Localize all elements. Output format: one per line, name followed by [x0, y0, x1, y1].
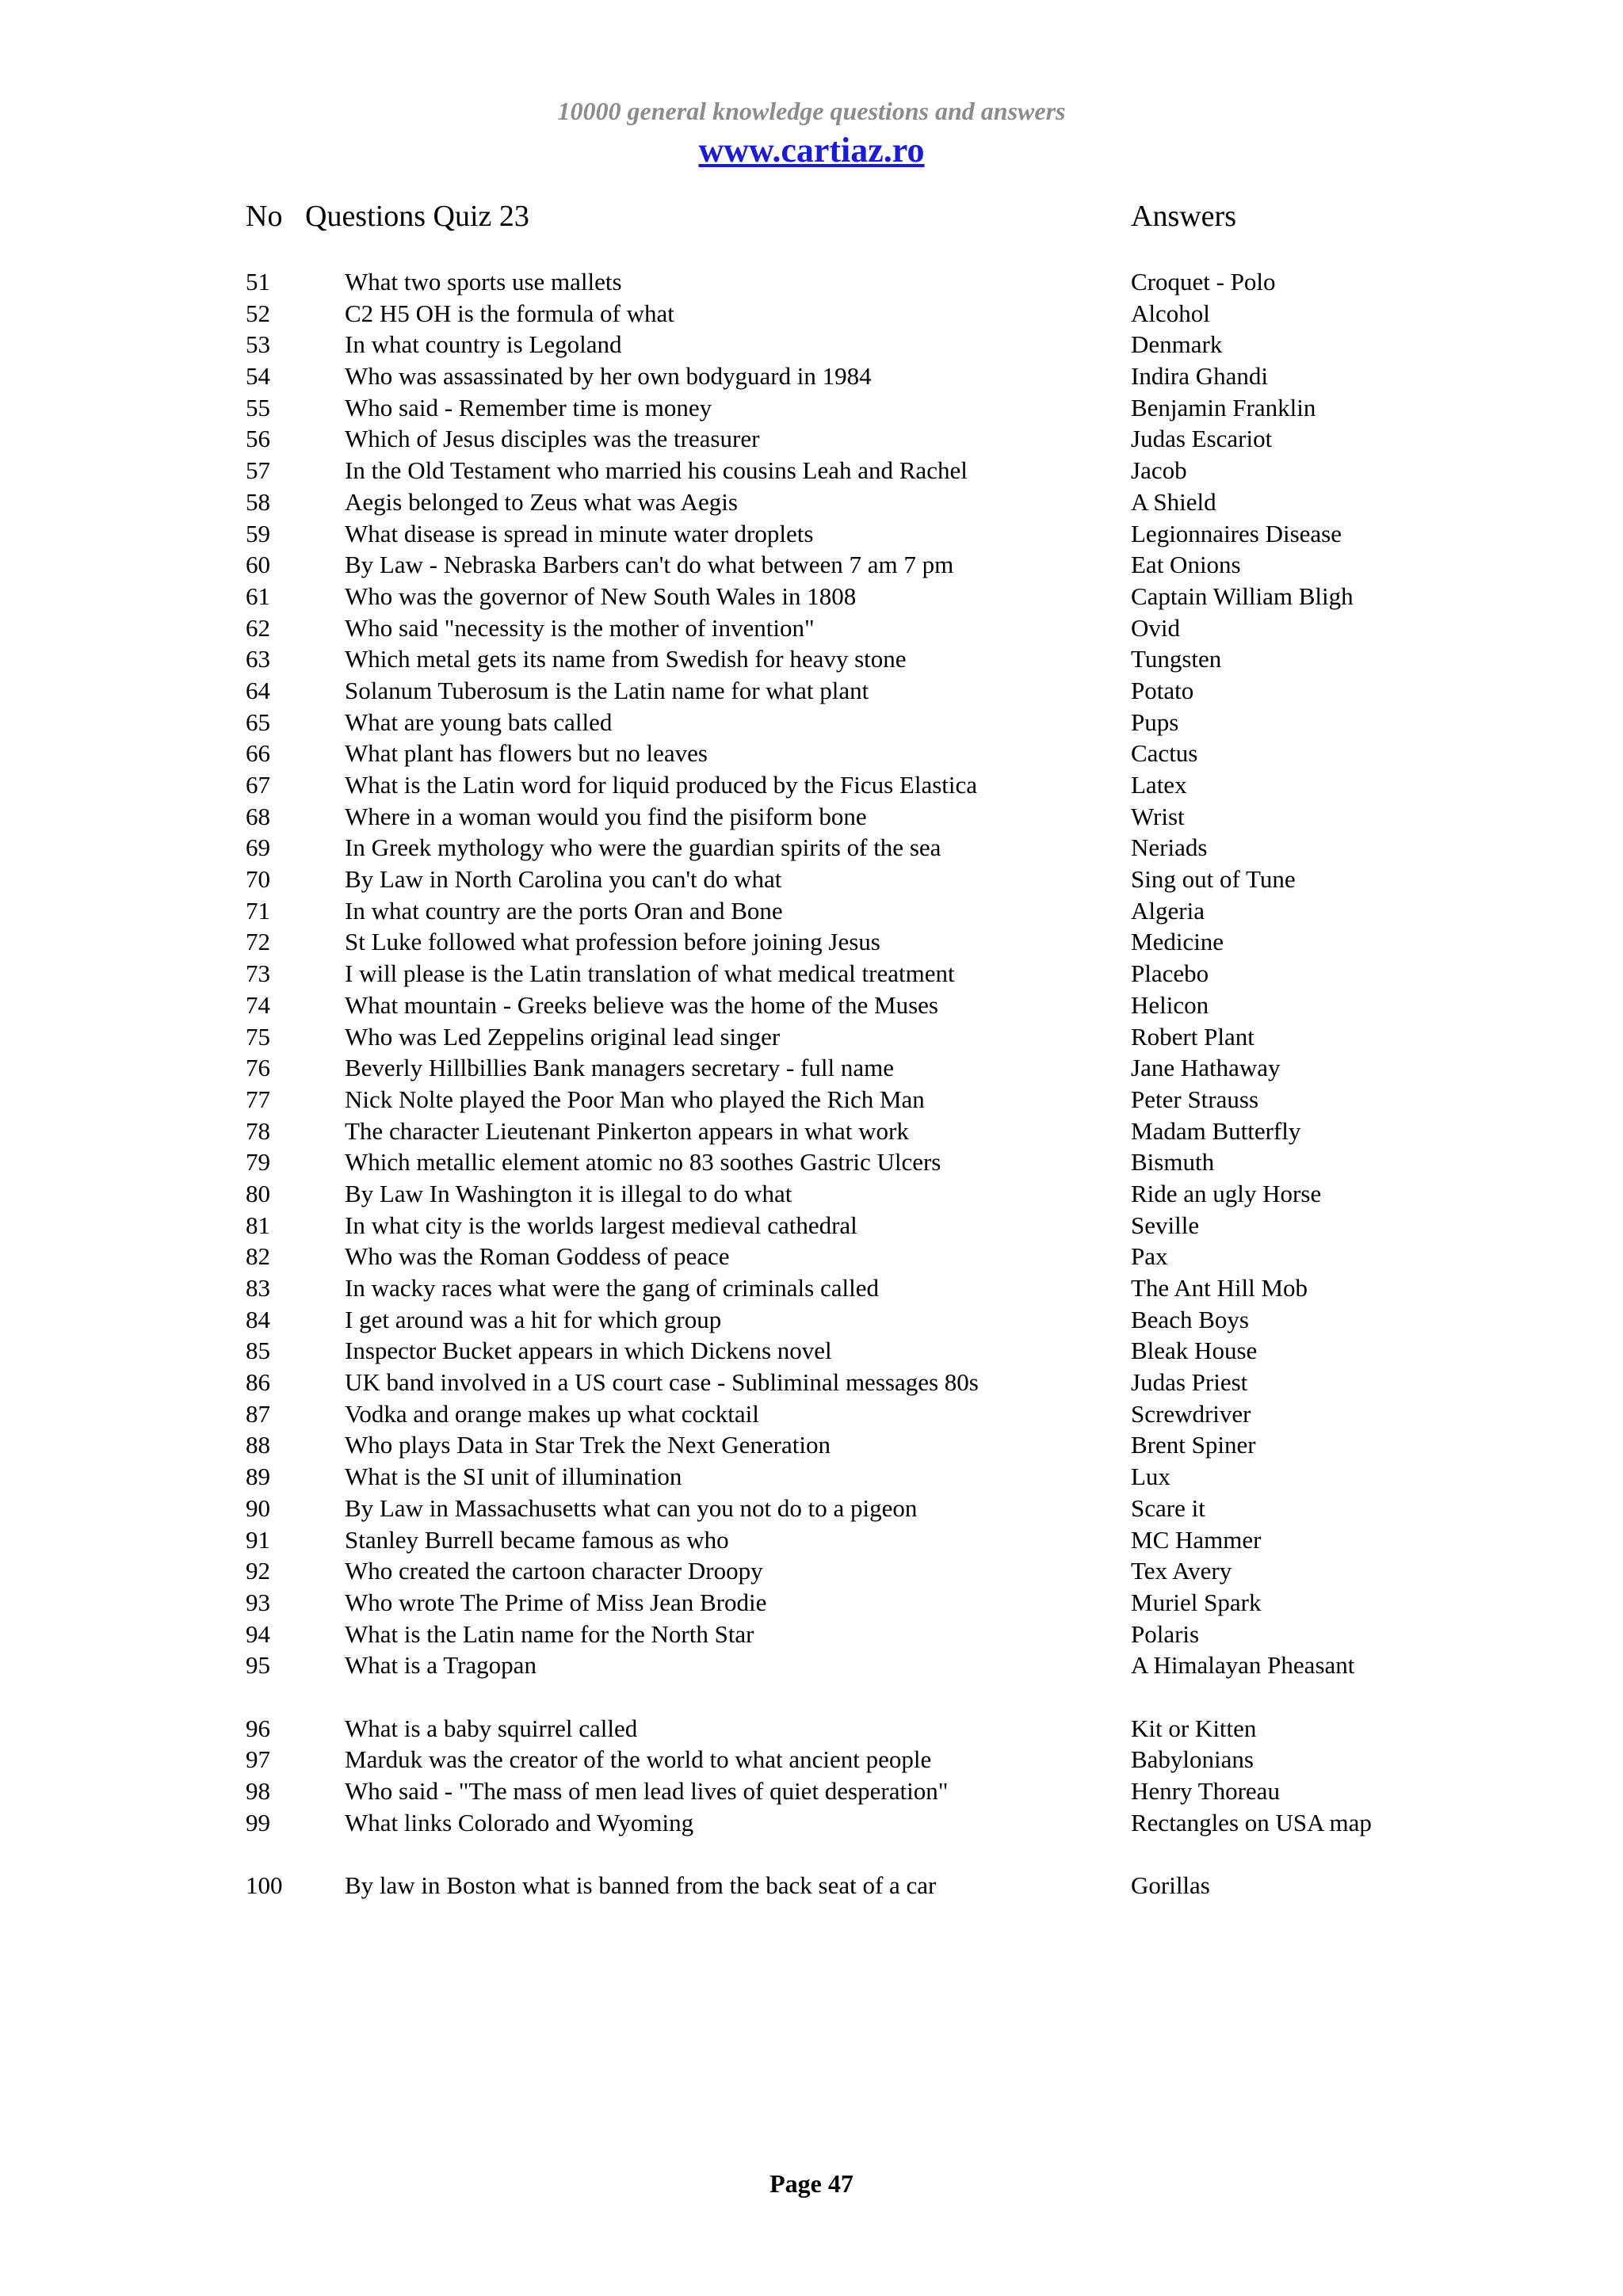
answer-text: Judas Escariot	[1131, 425, 1273, 453]
question-text: Who said "necessity is the mother of invention"	[345, 613, 815, 642]
table-row	[0, 738, 1623, 769]
table-row	[0, 1650, 1623, 1712]
table-row	[0, 643, 1623, 675]
table-row	[0, 1461, 1623, 1493]
question-text: The character Lieutenant Pinkerton appears in what work	[345, 1116, 909, 1145]
answer-text: Seville	[1131, 1211, 1200, 1239]
question-text: What links Colorado and Wyoming	[345, 1808, 694, 1836]
answer-text: Peter Strauss	[1131, 1085, 1259, 1113]
answer-text: Tungsten	[1131, 645, 1222, 673]
table-row	[0, 1304, 1623, 1336]
table-row	[0, 1870, 1623, 1901]
question-text: Solanum Tuberosum is the Latin name for what plant	[345, 676, 869, 704]
column-header-answers: Answers	[1131, 200, 1236, 233]
question-text: Who was assassinated by her own bodyguard in 1984	[345, 362, 872, 391]
row-number: 91	[246, 1525, 270, 1554]
question-text: What is the SI unit of illumination	[345, 1463, 682, 1491]
row-number: 68	[246, 802, 270, 830]
row-number: 85	[246, 1337, 270, 1365]
row-number: 52	[246, 299, 270, 327]
question-text: Who said - Remember time is money	[345, 393, 712, 421]
row-number: 53	[246, 330, 270, 359]
answer-text: Wrist	[1131, 802, 1185, 830]
question-text: Beverly Hillbillies Bank managers secretary - full name	[345, 1054, 894, 1082]
table-row	[0, 329, 1623, 360]
row-number: 69	[246, 833, 270, 862]
row-number: 63	[246, 645, 270, 673]
question-text: Who plays Data in Star Trek the Next Generation	[345, 1431, 831, 1459]
row-number: 64	[246, 676, 270, 704]
question-text: In what country is Legoland	[345, 330, 622, 359]
row-number: 87	[246, 1399, 270, 1428]
table-row	[0, 864, 1623, 895]
table-row	[0, 895, 1623, 927]
question-text: What disease is spread in minute water droplets	[345, 519, 814, 547]
answer-text: Algeria	[1131, 896, 1205, 925]
question-text: In what city is the worlds largest medieval cathedral	[345, 1211, 857, 1239]
answer-text: Pups	[1131, 707, 1179, 736]
table-row	[0, 612, 1623, 644]
question-text: Who was the Roman Goddess of peace	[345, 1242, 730, 1271]
question-text: Marduk was the creator of the world to what ancient people	[345, 1745, 932, 1774]
question-text: What two sports use mallets	[345, 268, 622, 296]
row-number: 51	[246, 268, 270, 296]
question-text: What is the Latin name for the North Star	[345, 1619, 754, 1648]
row-number: 57	[246, 456, 270, 485]
website-link[interactable]: www.cartiaz.ro	[698, 131, 925, 170]
answer-text: MC Hammer	[1131, 1525, 1262, 1554]
row-number: 79	[246, 1148, 270, 1177]
table-row	[0, 1619, 1623, 1650]
row-number: 99	[246, 1808, 270, 1836]
answer-text: Robert Plant	[1131, 1022, 1254, 1051]
row-number: 92	[246, 1557, 270, 1585]
row-number: 70	[246, 865, 270, 894]
answer-text: Croquet - Polo	[1131, 268, 1276, 296]
question-text: What plant has flowers but no leaves	[345, 739, 708, 768]
answer-text: A Shield	[1131, 487, 1216, 516]
question-text: By Law - Nebraska Barbers can't do what between 7 am 7 pm	[345, 551, 954, 579]
question-text: What are young bats called	[345, 707, 613, 736]
row-number: 62	[246, 613, 270, 642]
answer-text: Sing out of Tune	[1131, 865, 1296, 894]
row-number: 75	[246, 1022, 270, 1051]
row-number: 66	[246, 739, 270, 768]
question-text: What is the Latin word for liquid produced by the Ficus Elastica	[345, 771, 978, 799]
table-row	[0, 1524, 1623, 1556]
table-row	[0, 1775, 1623, 1807]
table-row	[0, 801, 1623, 833]
row-number: 73	[246, 959, 270, 988]
question-text: What mountain - Greeks believe was the home of the Muses	[345, 990, 938, 1019]
table-row	[0, 990, 1623, 1021]
answer-text: Judas Priest	[1131, 1368, 1248, 1397]
table-row	[0, 1807, 1623, 1870]
question-text: Who created the cartoon character Droopy	[345, 1557, 763, 1585]
table-row	[0, 675, 1623, 707]
table-row	[0, 423, 1623, 455]
row-number: 78	[246, 1116, 270, 1145]
question-text: What is a baby squirrel called	[345, 1714, 638, 1742]
question-text: UK band involved in a US court case - Subliminal messages 80s	[345, 1368, 979, 1397]
question-text: Inspector Bucket appears in which Dickens novel	[345, 1337, 832, 1365]
answer-text: Babylonians	[1131, 1745, 1254, 1774]
table-row	[0, 1555, 1623, 1587]
answer-text: Bismuth	[1131, 1148, 1215, 1177]
question-text: In wacky races what were the gang of criminals called	[345, 1274, 879, 1302]
row-number: 59	[246, 519, 270, 547]
answer-text: The Ant Hill Mob	[1131, 1274, 1308, 1302]
question-text: C2 H5 OH is the formula of what	[345, 299, 674, 327]
question-text: By Law In Washington it is illegal to do what	[345, 1179, 792, 1207]
question-text: Vodka and orange makes up what cocktail	[345, 1399, 759, 1428]
table-row	[0, 298, 1623, 330]
question-text: By Law in Massachusetts what can you not do to a pigeon	[345, 1493, 918, 1522]
answer-text: Jacob	[1131, 456, 1187, 485]
answer-text: Alcohol	[1131, 299, 1210, 327]
table-row	[0, 769, 1623, 801]
question-text: Who was the governor of New South Wales in 1808	[345, 582, 857, 610]
answer-text: Indira Ghandi	[1131, 362, 1269, 391]
question-text: Which metallic element atomic no 83 soothes Gastric Ulcers	[345, 1148, 941, 1177]
answer-text: Latex	[1131, 771, 1187, 799]
answer-text: Denmark	[1131, 330, 1223, 359]
question-text: Who wrote The Prime of Miss Jean Brodie	[345, 1588, 767, 1616]
table-row	[0, 1210, 1623, 1241]
answer-text: Rectangles on USA map	[1131, 1808, 1372, 1836]
row-number: 83	[246, 1274, 270, 1302]
row-number: 94	[246, 1619, 270, 1648]
row-number: 55	[246, 393, 270, 421]
row-number: 67	[246, 771, 270, 799]
table-row	[0, 1744, 1623, 1775]
row-number: 88	[246, 1431, 270, 1459]
row-number: 80	[246, 1179, 270, 1207]
table-row	[0, 1367, 1623, 1398]
row-number: 60	[246, 551, 270, 579]
question-text: I will please is the Latin translation of what medical treatment	[345, 959, 955, 988]
table-row	[0, 926, 1623, 958]
row-number: 61	[246, 582, 270, 610]
table-row	[0, 1178, 1623, 1210]
table-row	[0, 360, 1623, 392]
row-number: 77	[246, 1085, 270, 1113]
question-text: In what country are the ports Oran and Bone	[345, 896, 783, 925]
answer-text: Ovid	[1131, 613, 1180, 642]
answer-text: Polaris	[1131, 1619, 1200, 1648]
table-row	[0, 486, 1623, 518]
answer-text: Brent Spiner	[1131, 1431, 1256, 1459]
table-row	[0, 1398, 1623, 1430]
table-row	[0, 455, 1623, 486]
answer-text: Legionnaires Disease	[1131, 519, 1342, 547]
row-number: 90	[246, 1493, 270, 1522]
table-row	[0, 958, 1623, 990]
answer-text: Gorillas	[1131, 1871, 1210, 1900]
row-number: 97	[246, 1745, 270, 1774]
row-number: 58	[246, 487, 270, 516]
row-number: 81	[246, 1211, 270, 1239]
table-row	[0, 1713, 1623, 1745]
answer-text: Cactus	[1131, 739, 1198, 768]
table-row	[0, 1021, 1623, 1053]
table-row	[0, 549, 1623, 581]
row-number: 100	[246, 1871, 283, 1900]
table-row	[0, 707, 1623, 738]
answer-text: Muriel Spark	[1131, 1588, 1262, 1616]
question-text: Who was Led Zeppelins original lead singer	[345, 1022, 781, 1051]
question-text: Who said - "The mass of men lead lives of quiet desperation"	[345, 1777, 949, 1806]
answer-text: Beach Boys	[1131, 1305, 1249, 1333]
table-row	[0, 1493, 1623, 1524]
row-number: 86	[246, 1368, 270, 1397]
answer-text: Medicine	[1131, 928, 1224, 956]
table-row	[0, 1146, 1623, 1178]
question-text: Which of Jesus disciples was the treasurer	[345, 425, 760, 453]
table-row	[0, 1429, 1623, 1461]
answer-text: Lux	[1131, 1463, 1170, 1491]
table-row	[0, 1052, 1623, 1084]
question-text: Nick Nolte played the Poor Man who played the Rich Man	[345, 1085, 925, 1113]
table-row	[0, 1587, 1623, 1619]
row-number: 65	[246, 707, 270, 736]
answer-text: Potato	[1131, 676, 1194, 704]
answer-text: Ride an ugly Horse	[1131, 1179, 1322, 1207]
row-number: 98	[246, 1777, 270, 1806]
table-row	[0, 518, 1623, 550]
table-row	[0, 1116, 1623, 1147]
document-subtitle: 10000 general knowledge questions and answers	[557, 97, 1066, 125]
answer-text: Henry Thoreau	[1131, 1777, 1280, 1806]
answer-text: Pax	[1131, 1242, 1168, 1271]
question-text: St Luke followed what profession before joining Jesus	[345, 928, 880, 956]
question-text: By Law in North Carolina you can't do what	[345, 865, 782, 894]
row-number: 54	[246, 362, 270, 391]
table-row	[0, 832, 1623, 864]
question-text: In Greek mythology who were the guardian spirits of the sea	[345, 833, 941, 862]
quiz-table	[0, 266, 1623, 1901]
page-number: Page 47	[769, 2169, 854, 2198]
row-number: 95	[246, 1651, 270, 1680]
table-row	[0, 581, 1623, 612]
answer-text: Kit or Kitten	[1131, 1714, 1257, 1742]
answer-text: Scare it	[1131, 1493, 1205, 1522]
answer-text: Tex Avery	[1131, 1557, 1232, 1585]
table-row	[0, 1241, 1623, 1272]
question-text: I get around was a hit for which group	[345, 1305, 722, 1333]
question-text: Stanley Burrell became famous as who	[345, 1525, 729, 1554]
answer-text: A Himalayan Pheasant	[1131, 1651, 1355, 1680]
answer-text: Captain William Bligh	[1131, 582, 1354, 610]
question-text: Where in a woman would you find the pisiform bone	[345, 802, 867, 830]
answer-text: Neriads	[1131, 833, 1208, 862]
answer-text: Jane Hathaway	[1131, 1054, 1281, 1082]
row-number: 96	[246, 1714, 270, 1742]
row-number: 72	[246, 928, 270, 956]
row-number: 82	[246, 1242, 270, 1271]
row-number: 89	[246, 1463, 270, 1491]
answer-text: Benjamin Franklin	[1131, 393, 1316, 421]
question-text: By law in Boston what is banned from the back seat of a car	[345, 1871, 937, 1900]
table-row	[0, 1084, 1623, 1116]
question-text: In the Old Testament who married his cousins Leah and Rachel	[345, 456, 968, 485]
row-number: 84	[246, 1305, 270, 1333]
table-row	[0, 266, 1623, 298]
table-row	[0, 1335, 1623, 1367]
question-text: What is a Tragopan	[345, 1651, 537, 1680]
answer-text: Helicon	[1131, 990, 1209, 1019]
row-number: 56	[246, 425, 270, 453]
row-number: 71	[246, 896, 270, 925]
column-header-no: No	[246, 200, 283, 233]
answer-text: Screwdriver	[1131, 1399, 1251, 1428]
question-text: Aegis belonged to Zeus what was Aegis	[345, 487, 738, 516]
column-header-questions: Questions Quiz 23	[305, 200, 529, 233]
question-text: Which metal gets its name from Swedish for heavy stone	[345, 645, 907, 673]
row-number: 76	[246, 1054, 270, 1082]
answer-text: Bleak House	[1131, 1337, 1258, 1365]
answer-text: Eat Onions	[1131, 551, 1241, 579]
row-number: 74	[246, 990, 270, 1019]
table-row	[0, 1272, 1623, 1304]
table-row	[0, 392, 1623, 424]
answer-text: Placebo	[1131, 959, 1209, 988]
answer-text: Madam Butterfly	[1131, 1116, 1301, 1145]
row-number: 93	[246, 1588, 270, 1616]
